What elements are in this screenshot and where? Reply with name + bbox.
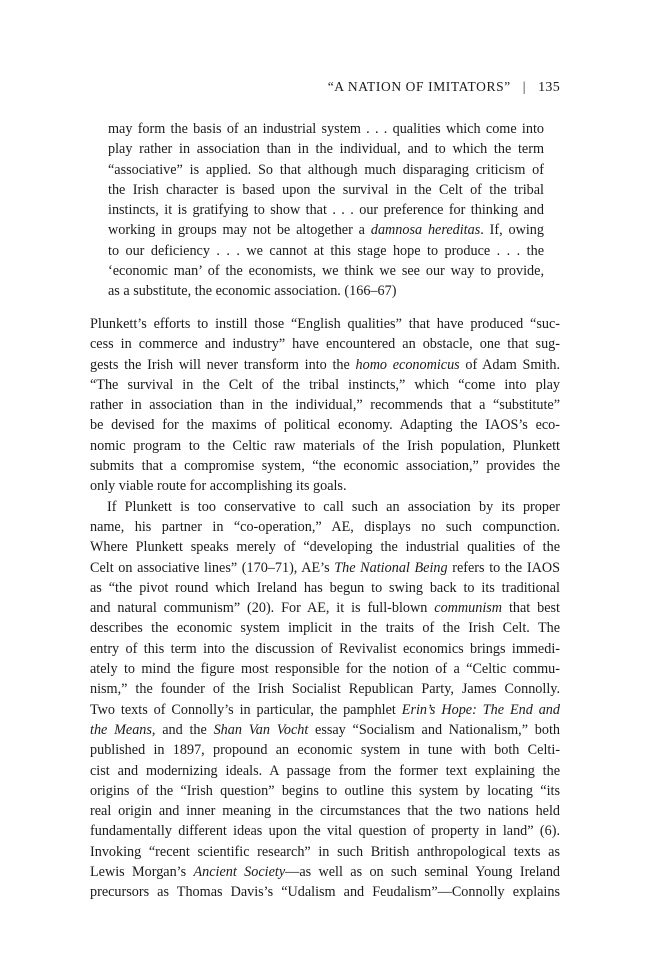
text-line (90, 415, 560, 435)
text-line (108, 139, 544, 159)
text-line (90, 659, 560, 679)
text-segment: origins of the “Irish question” begins to outline this system by locating “its (90, 782, 560, 799)
text-line (90, 598, 560, 618)
text-line (90, 862, 560, 882)
text-segment: and natural communism” (20). For AE, it is full-blown (90, 600, 435, 617)
text-line (90, 395, 560, 415)
text-segment: “The survival in the Celt of the tribal instincts,” which “come into play (90, 376, 560, 393)
header-separator: | (522, 79, 527, 94)
text-segment: of Adam Smith. (459, 356, 560, 373)
text-segment: submits that a compromise system, “the economic association,” provides the (90, 458, 560, 475)
text-line (90, 517, 560, 537)
text-segment: may form the basis of an industrial system . . . qualities which come into (108, 121, 544, 137)
text-segment: Plunkett’s efforts to instill those “English qualities” that have produced “suc- (90, 316, 560, 332)
text-line (90, 436, 560, 456)
text-line (90, 821, 560, 841)
text-line (108, 220, 544, 240)
text-line (90, 497, 560, 517)
text-line (108, 241, 544, 261)
running-title: “A NATION OF IMITATORS” (327, 79, 511, 94)
text-segment: play rather in association than in the individual, and to which the term (108, 141, 544, 158)
text-segment: be devised for the maxims of political economy. Adapting the IAOS’s eco- (90, 417, 560, 434)
text-segment: refers to the IAOS (447, 559, 560, 576)
text-segment: entry of this term into the discussion of Revivalist economics brings immedi- (90, 640, 560, 657)
text-line (90, 740, 560, 760)
block-quote (108, 119, 544, 302)
text-line (90, 456, 560, 476)
italic-text: homo economicus (355, 356, 460, 373)
text-segment: Two texts of Connolly’s in particular, the pamphlet (90, 701, 402, 718)
text-line (90, 700, 560, 720)
text-segment: gests the Irish will never transform into the (90, 356, 356, 373)
text-segment: working in groups may not be altogether a (108, 222, 371, 239)
text-segment: the Irish character is based upon the survival in the Celt of the tribal (108, 181, 544, 198)
italic-text: communism (434, 600, 503, 617)
text-line (108, 119, 544, 139)
text-segment: ‘economic man’ of the economists, we think we see our way to provide, (108, 263, 544, 280)
text-line (90, 334, 560, 354)
text-segment: nomic program to the Celtic raw materials of the Irish population, Plunkett (90, 437, 560, 454)
running-header (328, 79, 560, 96)
text-line (90, 578, 560, 598)
text-segment: nism,” the founder of the Irish Socialist Republican Party, James Connolly. (90, 681, 560, 698)
text-line (90, 639, 560, 659)
text-line (90, 679, 560, 699)
text-line (90, 842, 560, 862)
page-number: 135 (538, 80, 560, 95)
body-text (90, 314, 560, 903)
text-line (90, 375, 560, 395)
text-line (90, 314, 560, 334)
text-line (90, 558, 560, 578)
text-line (108, 261, 544, 281)
text-segment: name, his partner in “co-operation,” AE, displays no such compunction. (90, 518, 560, 535)
text-segment: that best (502, 600, 560, 617)
text-segment: cess in commerce and industry” have encountered an obstacle, one that sug- (90, 336, 560, 353)
text-segment: If Plunkett is too conservative to call such an association by its proper (107, 498, 560, 515)
text-line (108, 180, 544, 200)
text-segment: cist and modernizing ideals. A passage from the former text explaining the (90, 762, 560, 779)
text-line (90, 882, 560, 902)
text-segment: Where Plunkett speaks merely of “developing the industrial qualities of the (90, 539, 560, 556)
text-line (108, 200, 544, 220)
text-segment: —as well as on such seminal Young Ireland (285, 864, 561, 881)
text-segment: to our deficiency . . . we cannot at this stage hope to produce . . . the (108, 242, 544, 259)
text-line (90, 618, 560, 638)
text-line (90, 781, 560, 801)
italic-text: Ancient Society (193, 864, 286, 881)
text-segment: published in 1897, propound an economic system in tune with both Celti- (90, 742, 560, 759)
text-segment: Invoking “recent scientific research” in such British anthropological texts as (90, 843, 560, 860)
text-line (90, 761, 560, 781)
text-segment: fundamentally different ideas upon the vital question of property in land” (6). (90, 823, 560, 840)
text-segment: essay “Socialism and Nationalism,” both (308, 721, 560, 738)
text-segment: only viable route for accomplishing its goals. (90, 478, 347, 495)
text-segment: rather in association than in the individual,” recommends that a “substitute” (90, 397, 560, 414)
text-segment: . If, owing (480, 222, 544, 239)
text-segment: Lewis Morgan’s (90, 864, 194, 881)
italic-text: the Means (90, 721, 152, 738)
text-segment: precursors as Thomas Davis’s “Udalism and Feudalism”—Connolly explains (90, 884, 560, 901)
text-line (90, 537, 560, 557)
text-line (90, 476, 560, 496)
italic-text: Shan Van Vocht (213, 721, 309, 738)
text-line (90, 801, 560, 821)
text-segment: , and the (151, 721, 214, 738)
text-segment: as “the pivot round which Ireland has begun to swing back to its traditional (90, 579, 560, 596)
text-segment: ately to mind the figure most responsible for the notion of a “Celtic commu- (90, 661, 560, 678)
text-segment: “associative” is applied. So that although much disparaging criticism of (108, 161, 544, 178)
text-segment: Celt on associative lines” (170–71), AE’s (90, 559, 335, 576)
italic-text: Erin’s Hope: The End and (401, 701, 560, 718)
text-line (108, 160, 544, 180)
text-line (90, 355, 560, 375)
text-segment: instincts, it is gratifying to show that . . . our preference for thinking and (108, 202, 544, 219)
text-segment: real origin and inner meaning in the circumstances that the two nations held (90, 803, 560, 820)
text-segment: describes the economic system implicit in the traits of the Irish Celt. The (90, 620, 560, 637)
text-segment: as a substitute, the economic association. (166–67) (108, 283, 397, 300)
italic-text: The National Being (334, 559, 448, 576)
italic-text: damnosa hereditas (370, 222, 481, 239)
text-line (108, 281, 544, 301)
text-line (90, 720, 560, 740)
